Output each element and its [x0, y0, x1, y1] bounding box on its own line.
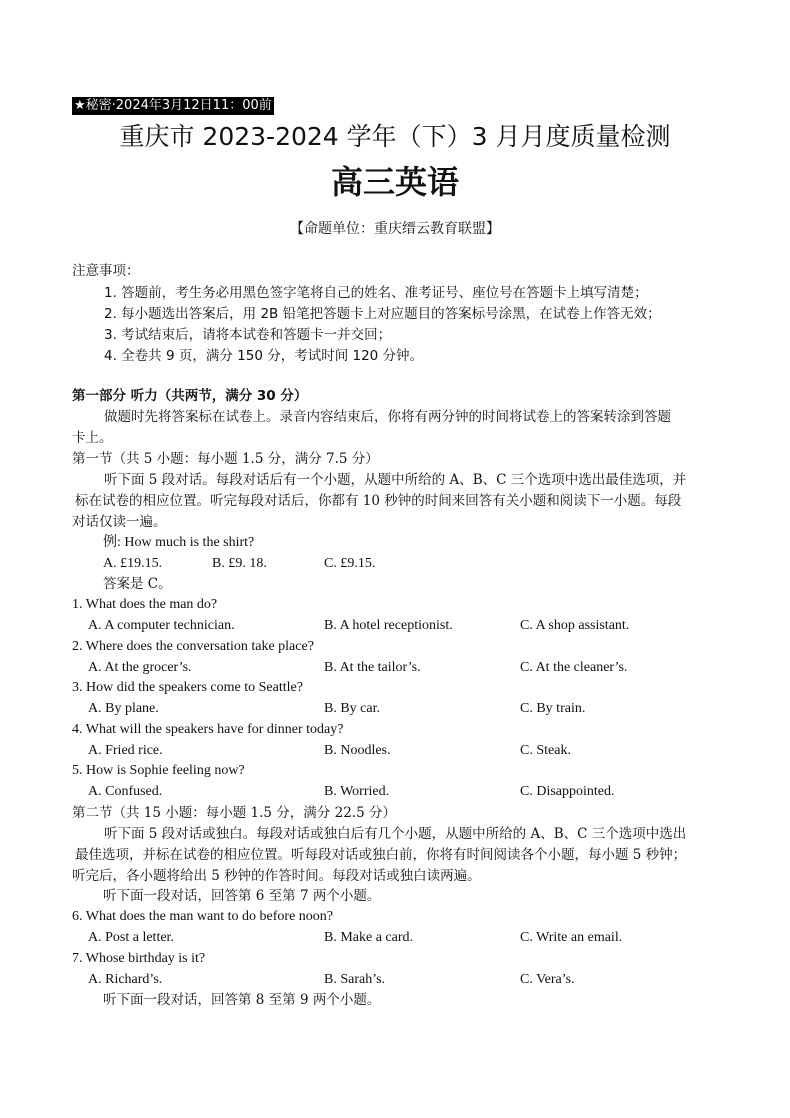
- example-option: B. £9. 18.: [212, 556, 267, 571]
- question-text: 7. Whose birthday is it?: [72, 951, 206, 966]
- question-text: 6. What does the man want to do before noon?: [72, 909, 334, 924]
- question-text: 4. What will the speakers have for dinner today?: [72, 722, 344, 737]
- section1-heading: 第一节（共 5 小题：每小题 1.5 分，满分 7.5 分）: [72, 451, 379, 467]
- instruction-line: 最佳选项，并标在试卷的相应位置。听每段对话或独白前，你将有时间阅读各个小题，每小题 5 秒钟；: [75, 847, 687, 863]
- option-c: C. By train.: [520, 701, 586, 716]
- option-a: A. By plane.: [88, 701, 159, 716]
- question-text: 2. Where does the conversation take place?: [72, 639, 314, 654]
- option-a: A. At the grocer’s.: [88, 660, 192, 675]
- section2-heading: 第二节（共 15 小题：每小题 1.5 分，满分 22.5 分）: [72, 805, 396, 821]
- example-option: A. £19.15.: [103, 556, 163, 571]
- option-b: B. By car.: [324, 701, 380, 716]
- notes-heading: 注意事项：: [72, 263, 140, 279]
- part1-heading: 第一部分 听力（共两节，满分 30 分）: [72, 388, 308, 404]
- option-b: B. A hotel receptionist.: [324, 618, 453, 633]
- option-a: A. A computer technician.: [88, 618, 235, 633]
- note-item: 2. 每小题选出答案后，用 2B 铅笔把答题卡上对应题目的答案标号涂黑，在试卷上作答无效；: [104, 306, 661, 322]
- subject-title: 高三英语: [330, 163, 459, 201]
- note-item: 3. 考试结束后，请将本试卷和答题卡一并交回；: [104, 327, 392, 343]
- note-item: 1. 答题前，考生务必用黑色签字笔将自己的姓名、准考证号、座位号在答题卡上填写清楚；: [104, 285, 648, 301]
- option-a: A. Confused.: [88, 784, 163, 799]
- instruction-line: 标在试卷的相应位置。听完每段对话后，你都有 10 秒钟的时间来回答有关小题和阅读下一小题。每段: [75, 493, 682, 509]
- option-a: A. Post a letter.: [88, 930, 174, 945]
- group-instruction: 听下面一段对话，回答第 8 至第 9 两个小题。: [103, 992, 381, 1008]
- issuer: 【命题单位：重庆缙云教育联盟】: [290, 221, 500, 237]
- option-a: A. Fried rice.: [88, 743, 163, 758]
- option-b: B. Noodles.: [324, 743, 391, 758]
- question-text: 3. How did the speakers come to Seattle?: [72, 680, 303, 695]
- option-c: C. Steak.: [520, 743, 571, 758]
- instruction-line: 听下面 5 段对话。每段对话后有一个小题，从题中所给的 A、B、C 三个选项中选出最佳选项，并: [104, 472, 687, 488]
- example-option: C. £9.15.: [324, 556, 376, 571]
- confidential-badge: ★秘密·2024年3月12日11：00前: [74, 98, 272, 113]
- instruction-line: 听完后，各小题将给出 5 秒钟的作答时间。每段对话或独白读两遍。: [72, 868, 481, 884]
- option-b: B. At the tailor’s.: [324, 660, 421, 675]
- option-c: C. Write an email.: [520, 930, 623, 945]
- exam-title: 重庆市 2023-2024 学年（下）3 月月度质量检测: [119, 122, 671, 151]
- instruction-line: 对话仅读一遍。: [72, 514, 167, 530]
- example-question: 例: How much is the shirt?: [103, 535, 255, 550]
- note-item: 4. 全卷共 9 页，满分 150 分，考试时间 120 分钟。: [104, 348, 424, 364]
- option-b: B. Make a card.: [324, 930, 414, 945]
- option-b: B. Worried.: [324, 784, 390, 799]
- option-a: A. Richard’s.: [88, 972, 163, 987]
- instruction-line: 听下面 5 段对话或独白。每段对话或独白后有几个小题，从题中所给的 A、B、C 三个选项中选出: [104, 826, 687, 842]
- option-b: B. Sarah’s.: [324, 972, 386, 987]
- intro-line: 卡上。: [72, 430, 113, 446]
- intro-line: 做题时先将答案标在试卷上。录音内容结束后，你将有两分钟的时间将试卷上的答案转涂到答题: [104, 409, 671, 425]
- group-instruction: 听下面一段对话，回答第 6 至第 7 两个小题。: [103, 888, 381, 904]
- option-c: C. A shop assistant.: [520, 618, 630, 633]
- question-text: 5. How is Sophie feeling now?: [72, 763, 245, 778]
- option-c: C. At the cleaner’s.: [520, 660, 628, 675]
- question-text: 1. What does the man do?: [72, 597, 218, 612]
- option-c: C. Vera’s.: [520, 972, 575, 987]
- option-c: C. Disappointed.: [520, 784, 615, 799]
- example-answer: 答案是 C。: [103, 576, 172, 592]
